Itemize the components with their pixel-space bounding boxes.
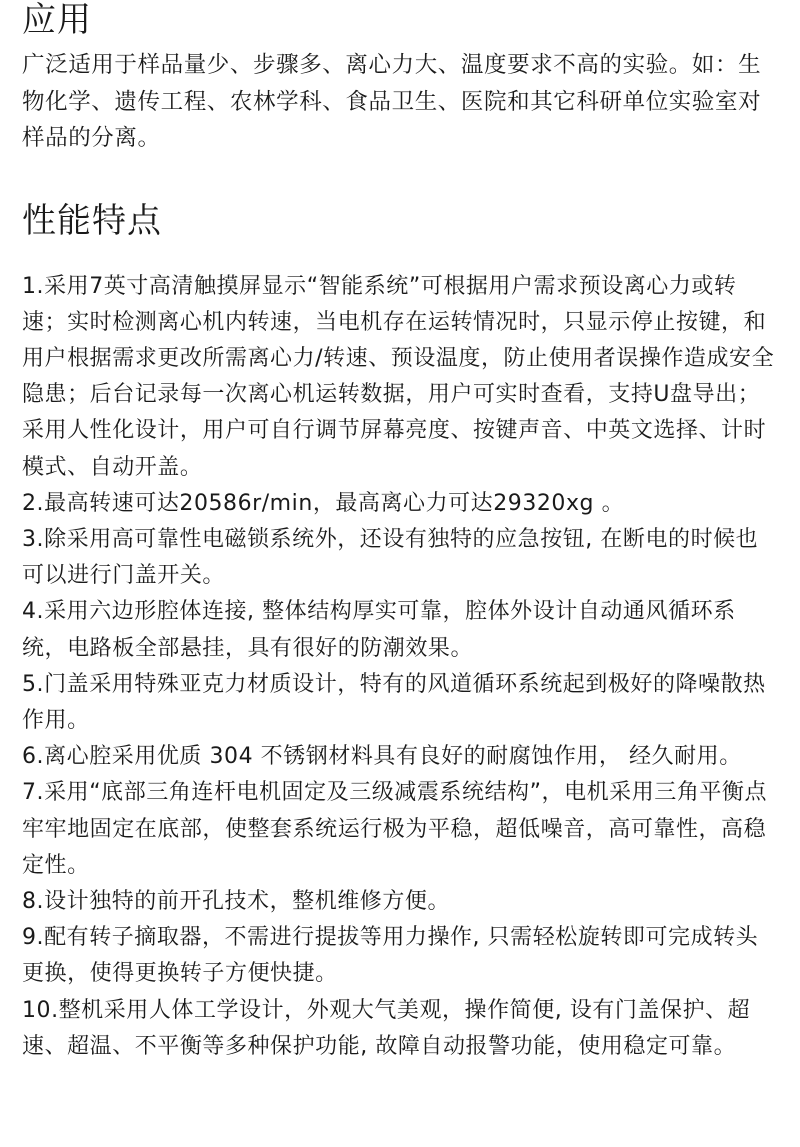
features-list	[22, 269, 778, 1065]
feature-item: 5.门盖采用特殊亚克力材质设计，特有的风道循环系统起到极好的降噪散热作用。	[22, 671, 766, 733]
feature-item: 3.除采用高可靠性电磁锁系统外，还设有独特的应急按钮, 在断电的时候也可以进行门盖开关。	[22, 526, 759, 589]
application-text: 广泛适用于样品量少、步骤多、离心力大、温度要求不高的实验。如：生物化学、遗传工程、农林学科、食品卫生、医院和其它科研单位实验室对样品的分离。	[22, 52, 762, 151]
document-page	[22, 0, 778, 1065]
feature-item: 10.整机采用人体工学设计，外观大气美观，操作简便, 设有门盖保护、超速、超温、不平衡等多种保护功能, 故障自动报警功能，使用稳定可靠。	[22, 997, 751, 1059]
feature-item: 1.采用7英寸高清触摸屏显示“智能系统”可根据用户需求预设离心力或转速；实时检测离心机内转速，当电机存在运转情况时，只显示停止按键，和用户根据需求更改所需离心力/转速、预设温度，防止使用者误操作造成安全隐患；后台记录每一次离心机运转数据，用户可实时查看，支持U盘导出；采用人性化设计，用户可自行调节屏幕亮度、按键声音、中英文选择、计时模式、自动开盖。	[22, 273, 775, 480]
feature-item: 8.设计独特的前开孔技术，整机维修方便。	[22, 888, 450, 914]
feature-item: 4.采用六边形腔体连接, 整体结构厚实可靠，腔体外设计自动通风循环系统，电路板全部悬挂，具有很好的防潮效果。	[22, 599, 736, 661]
features-title: 性能特点	[22, 200, 162, 241]
feature-item: 6.离心腔采用优质 304 不锈钢材料具有良好的耐腐蚀作用， 经久耐用。	[22, 744, 742, 770]
feature-item: 9.配有转子摘取器，不需进行提拔等用力操作, 只需轻松旋转即可完成转头更换，使得更换转子方便快捷。	[22, 925, 759, 987]
application-title: 应用	[22, 0, 92, 40]
feature-item: 2.最高转速可达20586r/min，最高离心力可达29320xg 。	[22, 490, 625, 516]
feature-item: 7.采用“底部三角连杆电机固定及三级减震系统结构”，电机采用三角平衡点牢牢地固定在底部，使整套系统运行极为平稳，超低噪音，高可靠性，高稳定性。	[22, 780, 768, 878]
